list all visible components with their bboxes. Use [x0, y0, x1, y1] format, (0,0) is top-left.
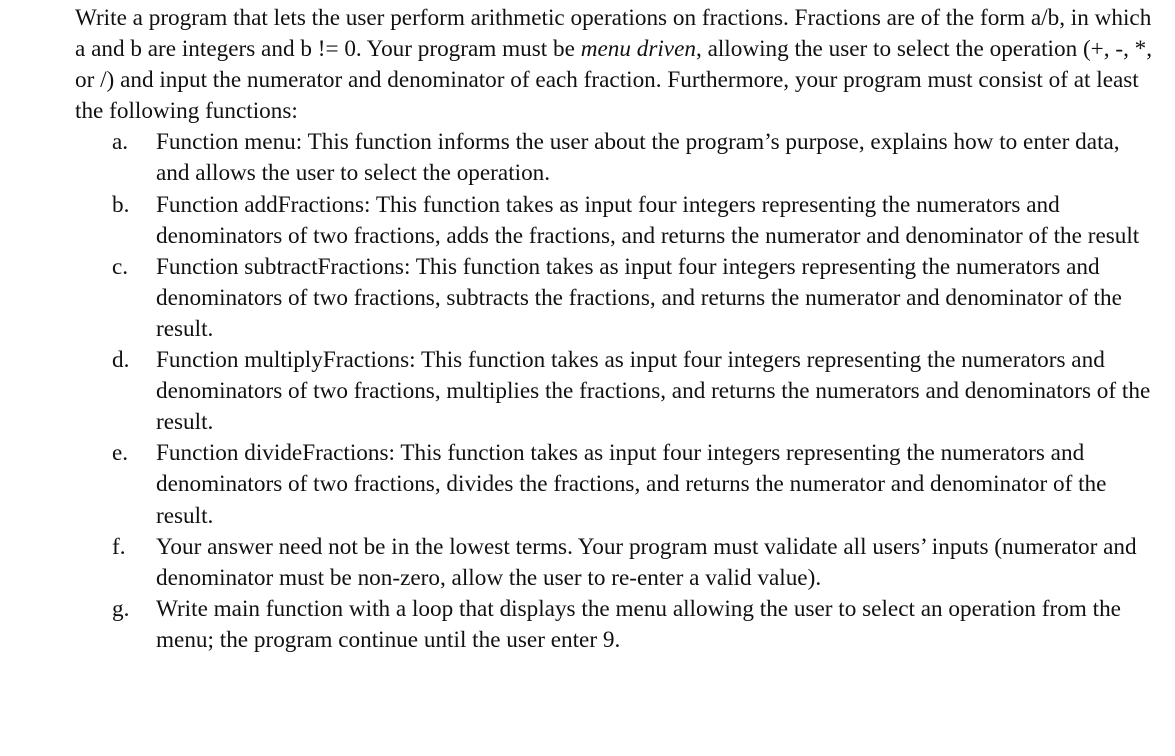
list-item-subtract-fractions	[112, 252, 1155, 345]
list-marker: f.	[112, 533, 126, 560]
list-marker: d.	[112, 347, 130, 374]
intro-paragraph	[75, 3, 1155, 127]
list-marker: e.	[112, 440, 129, 467]
list-item-text: Function subtractFractions: This function takes as input four integers representing the numerators and denominators of two fractions, subtracts the fractions, and returns the numerator and denominator of the result.	[156, 253, 1122, 342]
list-item-text: Write main function with a loop that displays the menu allowing the user to select an operation from the menu; the program continue until the user enter 9.	[156, 595, 1121, 653]
list-marker: g.	[112, 595, 130, 622]
intro-text-start: Write a program that lets the user perform arithmetic operations on fractions. Fractions are of the form a/b, in which a and b are integers and b != 0. Your program must be	[75, 5, 1152, 63]
list-marker: c.	[112, 253, 129, 280]
list-item-text: Function multiplyFractions: This function takes as input four integers representing the numerators and denominators of two fractions, multiplies the fractions, and returns the numerators and denominators of the result.	[156, 347, 1151, 436]
list-item-text: Your answer need not be in the lowest terms. Your program must validate all users’ inputs (numerator and denominator must be non-zero, allow the user to re-enter a valid value).	[156, 533, 1137, 591]
assignment-document	[75, 3, 1155, 656]
list-item-main-function	[112, 594, 1155, 656]
list-item-validation	[112, 532, 1155, 594]
list-item-text: Function menu: This function informs the user about the program’s purpose, explains how to enter data, and allows the user to select the operation.	[156, 129, 1120, 187]
intro-text-end: , allowing the user to select the operation (+, -, *, or /) and input the numerator and denominator of each fraction. Furthermore, your program must consist of at least the following functions:	[75, 36, 1153, 125]
function-list	[75, 127, 1155, 656]
list-item-text: Function addFractions: This function takes as input four integers representing the numerators and denominators of two fractions, adds the fractions, and returns the numerator and denominator of the result	[156, 191, 1140, 249]
list-marker: b.	[112, 191, 130, 218]
list-item-add-fractions	[112, 190, 1155, 252]
intro-emphasis: menu driven	[580, 36, 696, 63]
list-item-text: Function divideFractions: This function takes as input four integers representing the numerators and denominators of two fractions, divides the fractions, and returns the numerator and denominator of the result.	[156, 440, 1107, 529]
list-marker: a.	[112, 129, 129, 156]
list-item-divide-fractions	[112, 438, 1155, 531]
list-item-multiply-fractions	[112, 345, 1155, 438]
list-item-menu	[112, 127, 1155, 189]
